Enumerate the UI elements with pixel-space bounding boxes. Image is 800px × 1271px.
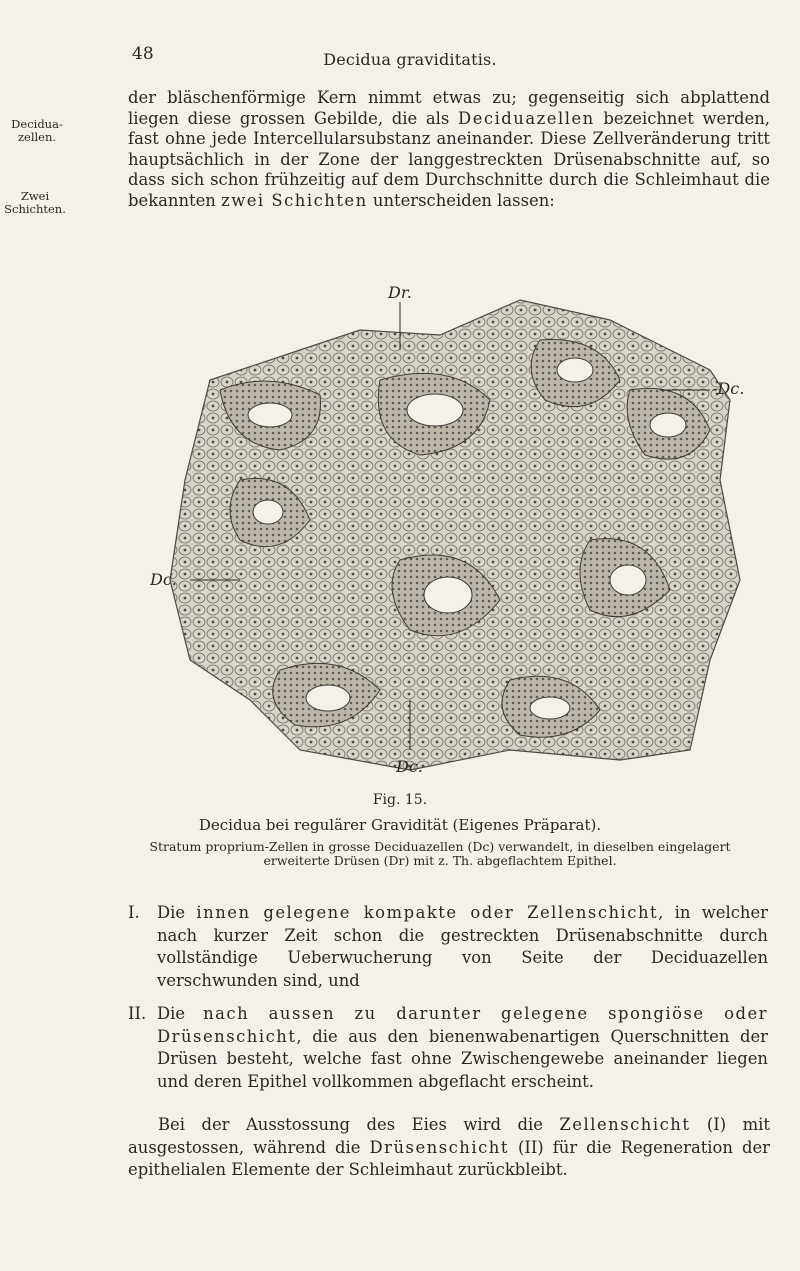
margin-note-zwei-schichten: Zwei Schichten. xyxy=(4,189,66,216)
histology-illustration xyxy=(150,280,790,780)
list-item-term: nach aussen zu darunter gelegene spongiöse oder Drüsenschicht xyxy=(157,1004,769,1046)
figure-title: Decidua bei regulärer Gravidität (Eigenes Präparat). xyxy=(198,816,602,834)
list-item-number: II. xyxy=(128,1004,147,1023)
intro-text-3: unterscheiden lassen: xyxy=(367,190,555,210)
list-item xyxy=(128,1003,768,1093)
gland-lumen xyxy=(407,394,463,426)
list-item-body xyxy=(128,902,768,992)
closing-term-druesenschicht: Drüsenschicht xyxy=(369,1137,509,1157)
gland-lumen xyxy=(306,685,350,711)
margin-note-deciduazellen: Decidua-zellen. xyxy=(11,117,63,144)
list-item-number: I. xyxy=(128,903,140,922)
intro-text-2: bezeichnet werden, fast ohne jede Intercellularsubstanz aneinander. Diese Zellveränderung tritt hauptsächlich in der Zone der langgestreckten Drüsenabschnitte auf, so dass sich schon frühzeitig auf dem Durchschnitte durch die Schleimhaut die bekannten xyxy=(128,108,771,210)
gland-lumen xyxy=(650,413,686,437)
gland-lumen xyxy=(610,565,646,595)
closing-paragraph xyxy=(128,1114,770,1182)
list-item-lead: Die xyxy=(157,1004,204,1023)
list-item-rest: , in welcher nach kurzer Zeit schon die gestreckten Drüsenabschnitte durch vollständige Ueberwucherung von Seite der Deciduazellen verschwunden sind, und xyxy=(157,903,769,990)
label-dc-bottom: Dc. xyxy=(396,757,423,776)
gland-lumen xyxy=(253,500,283,524)
label-dc-right: -Dc. xyxy=(712,379,745,398)
gland-lumen xyxy=(557,358,593,382)
closing-text-3: (II) für die Regeneration der epithelialen Elemente der Schleimhaut zurückbleibt. xyxy=(128,1137,771,1179)
gland-lumen xyxy=(424,577,472,613)
intro-term-deciduazellen: Deciduazellen xyxy=(458,108,595,128)
page-number: 48 xyxy=(132,44,154,64)
closing-text-1: Bei der Ausstossung des Eies wird die xyxy=(158,1115,560,1134)
label-dr: Dr. xyxy=(388,283,412,302)
intro-term-zwei-schichten: zwei Schichten xyxy=(221,190,368,210)
closing-term-zellenschicht: Zellenschicht xyxy=(559,1115,691,1134)
figure-15 xyxy=(150,280,790,780)
intro-paragraph xyxy=(128,88,770,212)
running-title xyxy=(0,50,800,69)
intro-text-1: der bläschenförmige Kern nimmt etwas zu; gegenseitig sich abplattend liegen diese grossen Gebilde, die als xyxy=(128,88,770,128)
closing-text-2: (I) mit ausgestossen, während die xyxy=(128,1115,770,1157)
gland-lumen xyxy=(530,697,570,719)
list-item xyxy=(128,902,768,992)
list-item-term: innen gelegene kompakte oder Zellenschicht xyxy=(196,903,659,922)
running-title-text: Decidua graviditatis. xyxy=(323,50,497,69)
figure-caption: Stratum proprium-Zellen in grosse Deciduazellen (Dc) verwandelt, in dieselben eingelagert erweiterte Drüsen (Dr) mit z. Th. abgeflachtem Epithel. xyxy=(149,839,731,868)
label-dc-left: Dc. xyxy=(150,570,177,589)
list-item-body xyxy=(128,1003,768,1093)
list-item-rest: , die aus den bienenwabenartigen Querschnitten der Drüsen besteht, welche fast ohne Zwischengewebe aneinander liegen und deren Epithel vollkommen abgeflacht erscheint. xyxy=(157,1026,768,1091)
gland-lumen xyxy=(248,403,292,427)
list-item-lead: Die xyxy=(157,903,197,922)
figure-number: Fig. 15. xyxy=(372,792,428,808)
